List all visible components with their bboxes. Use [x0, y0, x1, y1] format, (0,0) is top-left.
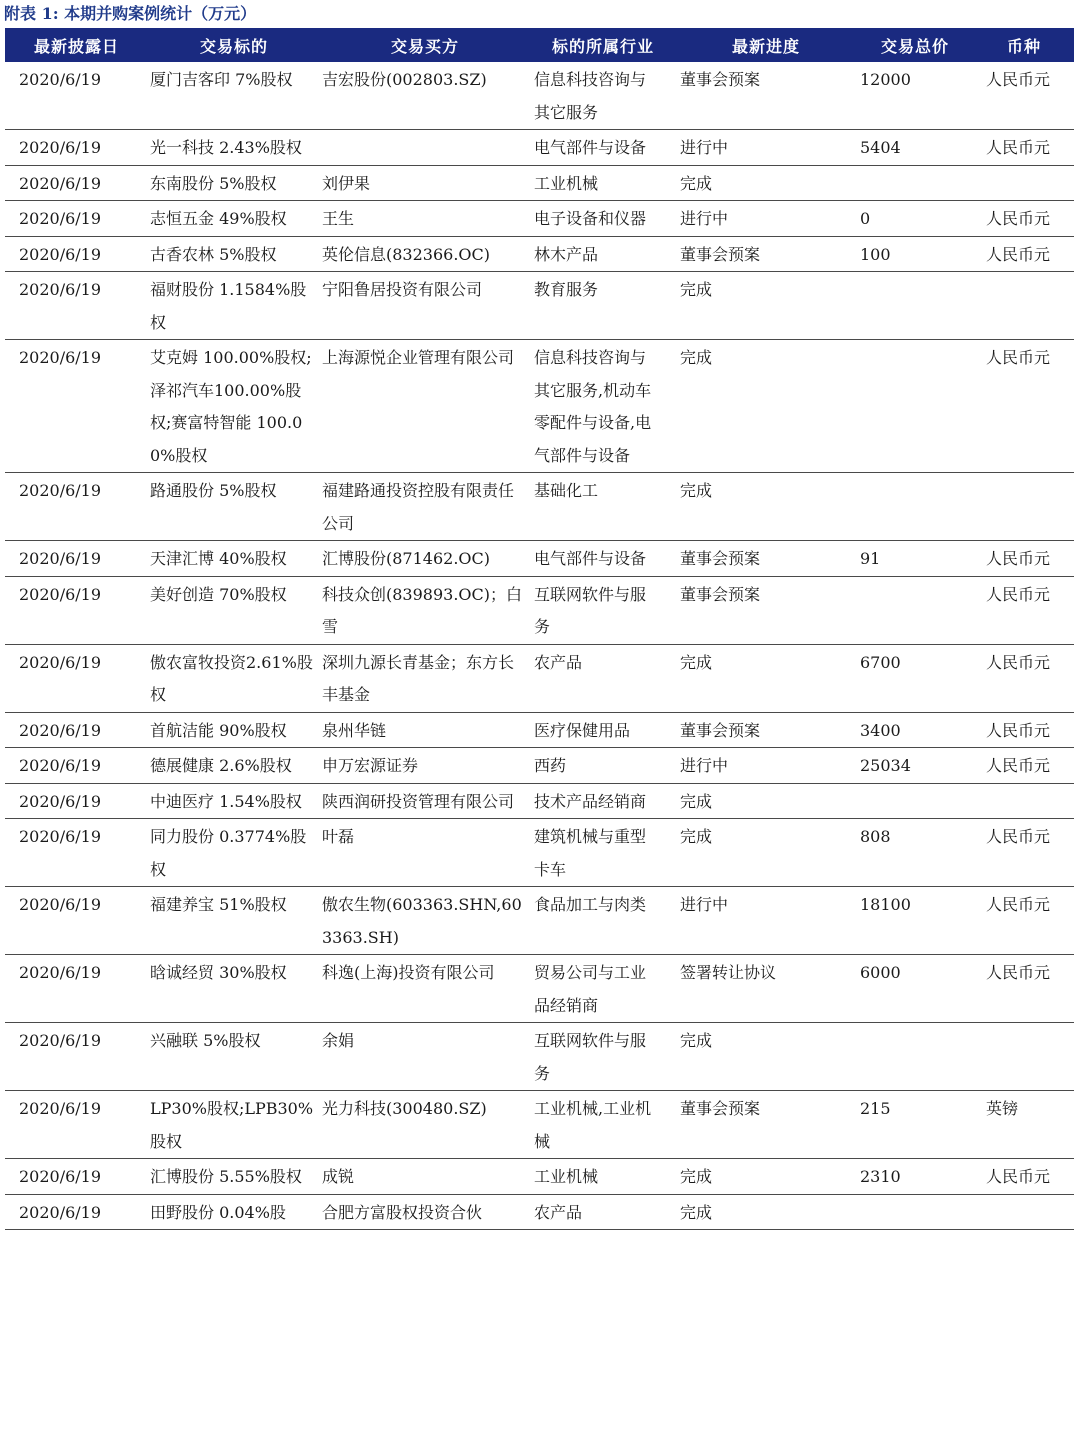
total-price-cell: 5404: [856, 130, 974, 166]
currency-cell: 人民币元: [974, 1159, 1074, 1195]
buyer-cell: [320, 130, 530, 166]
table-caption: 附表 1: 本期并购案例统计（万元）: [4, 4, 257, 23]
table-body: [5, 62, 1074, 1230]
currency-cell: 人民币元: [974, 748, 1074, 784]
industry-cell: 工业机械,工业机械: [530, 1091, 676, 1159]
progress-cell: 完成: [676, 1194, 856, 1230]
industry-cell: 农产品: [530, 644, 676, 712]
table-row: [5, 1159, 1074, 1195]
disclosure-date-cell: 2020/6/19: [5, 541, 148, 577]
target-cell: LP30%股权;LPB30%股权: [148, 1091, 320, 1159]
table-row: [5, 887, 1074, 955]
table-row: [5, 783, 1074, 819]
target-cell: 汇博股份 5.55%股权: [148, 1159, 320, 1195]
currency-cell: 英镑: [974, 1091, 1074, 1159]
industry-cell: 基础化工: [530, 473, 676, 541]
table-row: [5, 712, 1074, 748]
industry-cell: 信息科技咨询与其它服务,机动车零配件与设备,电气部件与设备: [530, 340, 676, 473]
currency-cell: [974, 272, 1074, 340]
industry-cell: 电气部件与设备: [530, 130, 676, 166]
industry-cell: 林木产品: [530, 236, 676, 272]
buyer-cell: 合肥方富股权投资合伙: [320, 1194, 530, 1230]
target-cell: 美好创造 70%股权: [148, 576, 320, 644]
total-price-cell: 25034: [856, 748, 974, 784]
target-cell: 首航洁能 90%股权: [148, 712, 320, 748]
disclosure-date-cell: 2020/6/19: [5, 576, 148, 644]
table-row: [5, 236, 1074, 272]
buyer-cell: 陕西润研投资管理有限公司: [320, 783, 530, 819]
table-row: [5, 165, 1074, 201]
disclosure-date-cell: 2020/6/19: [5, 783, 148, 819]
total-price-cell: 12000: [856, 62, 974, 130]
industry-cell: 医疗保健用品: [530, 712, 676, 748]
target-cell: 傲农富牧投资2.61%股权: [148, 644, 320, 712]
table-row: [5, 748, 1074, 784]
disclosure-date-cell: 2020/6/19: [5, 340, 148, 473]
buyer-cell: 余娟: [320, 1023, 530, 1091]
progress-cell: 进行中: [676, 887, 856, 955]
industry-cell: 贸易公司与工业品经销商: [530, 955, 676, 1023]
header-progress: 最新进度: [676, 28, 856, 62]
currency-cell: [974, 783, 1074, 819]
buyer-cell: 傲农生物(603363.SHN,603363.SH): [320, 887, 530, 955]
total-price-cell: 6000: [856, 955, 974, 1023]
table-row: [5, 340, 1074, 473]
industry-cell: 农产品: [530, 1194, 676, 1230]
currency-cell: 人民币元: [974, 819, 1074, 887]
progress-cell: 董事会预案: [676, 541, 856, 577]
progress-cell: 完成: [676, 340, 856, 473]
industry-cell: 信息科技咨询与其它服务: [530, 62, 676, 130]
disclosure-date-cell: 2020/6/19: [5, 201, 148, 237]
target-cell: 东南股份 5%股权: [148, 165, 320, 201]
disclosure-date-cell: 2020/6/19: [5, 644, 148, 712]
disclosure-date-cell: 2020/6/19: [5, 1159, 148, 1195]
currency-cell: 人民币元: [974, 62, 1074, 130]
industry-cell: 西药: [530, 748, 676, 784]
table-row: [5, 62, 1074, 130]
target-cell: 德展健康 2.6%股权: [148, 748, 320, 784]
header-buyer: 交易买方: [320, 28, 530, 62]
progress-cell: 董事会预案: [676, 712, 856, 748]
progress-cell: 董事会预案: [676, 1091, 856, 1159]
progress-cell: 完成: [676, 644, 856, 712]
buyer-cell: 宁阳鲁居投资有限公司: [320, 272, 530, 340]
disclosure-date-cell: 2020/6/19: [5, 819, 148, 887]
currency-cell: [974, 1194, 1074, 1230]
total-price-cell: [856, 1023, 974, 1091]
table-row: [5, 576, 1074, 644]
buyer-cell: 泉州华链: [320, 712, 530, 748]
target-cell: 田野股份 0.04%股: [148, 1194, 320, 1230]
disclosure-date-cell: 2020/6/19: [5, 1023, 148, 1091]
target-cell: 福财股份 1.1584%股权: [148, 272, 320, 340]
total-price-cell: 91: [856, 541, 974, 577]
total-price-cell: 6700: [856, 644, 974, 712]
progress-cell: 签署转让协议: [676, 955, 856, 1023]
total-price-cell: 215: [856, 1091, 974, 1159]
header-industry: 标的所属行业: [530, 28, 676, 62]
disclosure-date-cell: 2020/6/19: [5, 955, 148, 1023]
buyer-cell: 成锐: [320, 1159, 530, 1195]
disclosure-date-cell: 2020/6/19: [5, 887, 148, 955]
buyer-cell: 福建路通投资控股有限责任公司: [320, 473, 530, 541]
table-row: [5, 819, 1074, 887]
industry-cell: 电子设备和仪器: [530, 201, 676, 237]
currency-cell: [974, 165, 1074, 201]
currency-cell: 人民币元: [974, 887, 1074, 955]
buyer-cell: 英伦信息(832366.OC): [320, 236, 530, 272]
progress-cell: 完成: [676, 819, 856, 887]
disclosure-date-cell: 2020/6/19: [5, 712, 148, 748]
progress-cell: 进行中: [676, 748, 856, 784]
target-cell: 兴融联 5%股权: [148, 1023, 320, 1091]
buyer-cell: 科技众创(839893.OC)；白雪: [320, 576, 530, 644]
industry-cell: 教育服务: [530, 272, 676, 340]
table-row: [5, 644, 1074, 712]
currency-cell: [974, 473, 1074, 541]
header-total-price: 交易总价: [856, 28, 974, 62]
industry-cell: 技术产品经销商: [530, 783, 676, 819]
progress-cell: 完成: [676, 272, 856, 340]
currency-cell: 人民币元: [974, 712, 1074, 748]
progress-cell: 董事会预案: [676, 62, 856, 130]
disclosure-date-cell: 2020/6/19: [5, 1194, 148, 1230]
disclosure-date-cell: 2020/6/19: [5, 272, 148, 340]
progress-cell: 进行中: [676, 130, 856, 166]
table-row: [5, 1091, 1074, 1159]
target-cell: 艾克姆 100.00%股权;泽祁汽车100.00%股权;赛富特智能 100.00%股权: [148, 340, 320, 473]
buyer-cell: 吉宏股份(002803.SZ): [320, 62, 530, 130]
industry-cell: 电气部件与设备: [530, 541, 676, 577]
currency-cell: [974, 1023, 1074, 1091]
total-price-cell: 18100: [856, 887, 974, 955]
currency-cell: 人民币元: [974, 644, 1074, 712]
disclosure-date-cell: 2020/6/19: [5, 473, 148, 541]
header-row: [5, 28, 1074, 62]
currency-cell: 人民币元: [974, 340, 1074, 473]
disclosure-date-cell: 2020/6/19: [5, 62, 148, 130]
target-cell: 光一科技 2.43%股权: [148, 130, 320, 166]
buyer-cell: 上海源悦企业管理有限公司: [320, 340, 530, 473]
target-cell: 志恒五金 49%股权: [148, 201, 320, 237]
disclosure-date-cell: 2020/6/19: [5, 1091, 148, 1159]
total-price-cell: 3400: [856, 712, 974, 748]
progress-cell: 董事会预案: [676, 576, 856, 644]
currency-cell: 人民币元: [974, 130, 1074, 166]
buyer-cell: 申万宏源证券: [320, 748, 530, 784]
industry-cell: 工业机械: [530, 165, 676, 201]
buyer-cell: 汇博股份(871462.OC): [320, 541, 530, 577]
target-cell: 古香农林 5%股权: [148, 236, 320, 272]
header-currency: 币种: [974, 28, 1074, 62]
total-price-cell: [856, 576, 974, 644]
currency-cell: 人民币元: [974, 541, 1074, 577]
disclosure-date-cell: 2020/6/19: [5, 236, 148, 272]
target-cell: 同力股份 0.3774%股权: [148, 819, 320, 887]
total-price-cell: 808: [856, 819, 974, 887]
total-price-cell: [856, 783, 974, 819]
total-price-cell: [856, 340, 974, 473]
progress-cell: 董事会预案: [676, 236, 856, 272]
table-row: [5, 955, 1074, 1023]
total-price-cell: [856, 272, 974, 340]
table-row: [5, 473, 1074, 541]
buyer-cell: 叶磊: [320, 819, 530, 887]
total-price-cell: 100: [856, 236, 974, 272]
header-disclosure-date: 最新披露日: [5, 28, 148, 62]
table-row: [5, 130, 1074, 166]
target-cell: 福建养宝 51%股权: [148, 887, 320, 955]
industry-cell: 互联网软件与服务: [530, 1023, 676, 1091]
progress-cell: 完成: [676, 1159, 856, 1195]
total-price-cell: 0: [856, 201, 974, 237]
target-cell: 路通股份 5%股权: [148, 473, 320, 541]
progress-cell: 完成: [676, 783, 856, 819]
currency-cell: 人民币元: [974, 955, 1074, 1023]
disclosure-date-cell: 2020/6/19: [5, 748, 148, 784]
disclosure-date-cell: 2020/6/19: [5, 130, 148, 166]
disclosure-date-cell: 2020/6/19: [5, 165, 148, 201]
table-row: [5, 201, 1074, 237]
total-price-cell: [856, 1194, 974, 1230]
buyer-cell: 王生: [320, 201, 530, 237]
table-row: [5, 272, 1074, 340]
buyer-cell: 光力科技(300480.SZ): [320, 1091, 530, 1159]
buyer-cell: 深圳九源长青基金；东方长丰基金: [320, 644, 530, 712]
industry-cell: 建筑机械与重型卡车: [530, 819, 676, 887]
target-cell: 厦门吉客印 7%股权: [148, 62, 320, 130]
total-price-cell: 2310: [856, 1159, 974, 1195]
industry-cell: 工业机械: [530, 1159, 676, 1195]
progress-cell: 完成: [676, 473, 856, 541]
currency-cell: 人民币元: [974, 236, 1074, 272]
buyer-cell: 刘伊果: [320, 165, 530, 201]
total-price-cell: [856, 165, 974, 201]
progress-cell: 完成: [676, 165, 856, 201]
target-cell: 中迪医疗 1.54%股权: [148, 783, 320, 819]
target-cell: 天津汇博 40%股权: [148, 541, 320, 577]
acquisition-table: [5, 28, 1074, 1230]
table-row: [5, 1023, 1074, 1091]
currency-cell: 人民币元: [974, 201, 1074, 237]
industry-cell: 互联网软件与服务: [530, 576, 676, 644]
total-price-cell: [856, 473, 974, 541]
table-row: [5, 541, 1074, 577]
buyer-cell: 科逸(上海)投资有限公司: [320, 955, 530, 1023]
header-target: 交易标的: [148, 28, 320, 62]
currency-cell: 人民币元: [974, 576, 1074, 644]
table-row: [5, 1194, 1074, 1230]
progress-cell: 进行中: [676, 201, 856, 237]
target-cell: 晗诚经贸 30%股权: [148, 955, 320, 1023]
industry-cell: 食品加工与肉类: [530, 887, 676, 955]
progress-cell: 完成: [676, 1023, 856, 1091]
